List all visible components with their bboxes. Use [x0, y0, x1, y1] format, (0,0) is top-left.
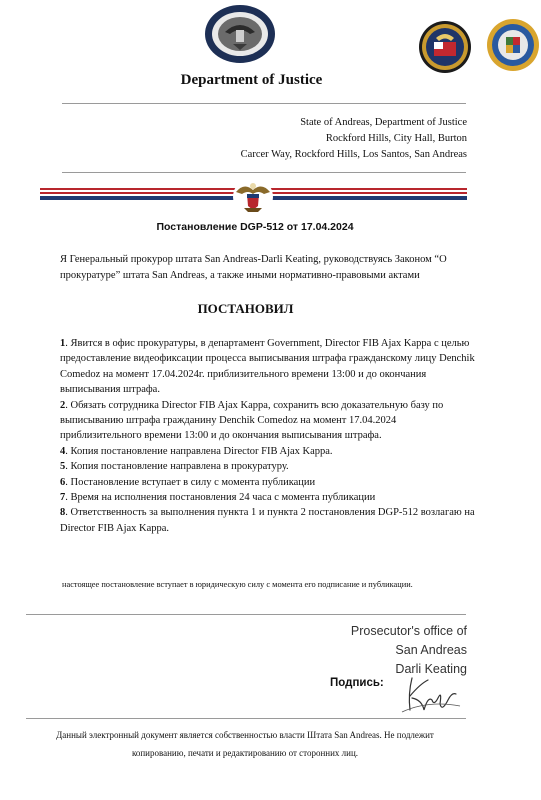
agency-seal-icon [418, 20, 472, 74]
divider [62, 172, 466, 173]
list-item [60, 336, 480, 398]
address-line: Rockford Hills, City Hall, Burton [325, 133, 467, 144]
decree-items [60, 336, 480, 536]
item-text: . Обязать сотрудника Director FIB Ajax Kappa, сохранить всю доказательную базу по выписыванию штрафа гражданину Denchik Comedoz на момент 17.04.2024 приблизительного времени 13:00 и до окончания выписывания штрафа. [60, 399, 444, 442]
item-number: 1 [60, 338, 66, 349]
list-item [60, 505, 480, 536]
office-line: Darli Keating [395, 662, 467, 676]
resolution-title: Постановление DGP-512 от 17.04.2024 [156, 221, 354, 233]
item-text: . Копия постановление направлена Director FIB Ajax Kappa. [65, 445, 333, 457]
list-item [60, 459, 480, 474]
city-seal-icon [486, 18, 540, 72]
item-text: . Время на исполнения постановления 24 часа с момента публикации [65, 492, 376, 504]
list-item [60, 444, 480, 459]
address-line: State of Andreas, Department of Justice [300, 117, 467, 128]
item-number: 8 [60, 507, 66, 519]
decree-heading: ПОСТАНОВИЛ [197, 301, 294, 316]
list-item [60, 490, 480, 505]
list-item [60, 475, 480, 490]
state-seal-icon [203, 4, 277, 64]
handwritten-signature-icon [398, 670, 462, 716]
divider [26, 718, 466, 719]
office-line: Prosecutor's office of [350, 624, 467, 638]
address-block [241, 115, 467, 163]
signature-label: Подпись: [330, 677, 384, 689]
item-number: 2 [60, 399, 66, 411]
legal-note: настоящее постановление вступает в юридическую силу с момента его подписание и публикации. [62, 580, 413, 589]
item-text: . Копия постановление направлена в прокуратуру. [65, 461, 289, 473]
footer-disclaimer [20, 726, 470, 762]
address-line: Carcer Way, Rockford Hills, Los Santos, San Andreas [240, 149, 467, 160]
item-text: . Постановление вступает в силу с момента публикации [65, 476, 316, 488]
divider [26, 614, 466, 615]
page-title: Department of Justice [180, 72, 323, 88]
office-line: San Andreas [395, 643, 467, 657]
item-number: 7 [60, 492, 66, 504]
intro-paragraph: Я Генеральный прокурор штата San Andreas-Darli Keating, руководствуясь Законом “О прокуратуре” штата San Andreas, а также иными нормативно-правовыми актами [60, 254, 447, 281]
list-item [60, 398, 480, 444]
eagle-emblem-icon [232, 176, 274, 218]
divider [62, 103, 466, 104]
item-number: 6 [60, 476, 66, 488]
footer-line: копированию, печати и редактированию от сторонних лиц. [131, 748, 359, 758]
item-number: 4 [60, 445, 66, 457]
footer-line: Данный электронный документ является собственностью власти Штата San Andreas. Не подлежит [56, 730, 434, 740]
item-text: . Ответственность за выполнения пункта 1 и пункта 2 постановления DGP-512 возлагаю на Director FIB Ajax Kappa. [60, 507, 475, 534]
item-number: 5 [60, 461, 66, 473]
item-text: . Явится в офис прокуратуры, в департамент Government, Director FIB Ajax Kappa с целью предоставление видеофиксации процесса выписывания штрафа гражданскому лицу Denchik Comedoz на момент 17.04.2024г. приблизительного времени 13:00 и до окончания выписывания штрафа. [60, 338, 475, 396]
